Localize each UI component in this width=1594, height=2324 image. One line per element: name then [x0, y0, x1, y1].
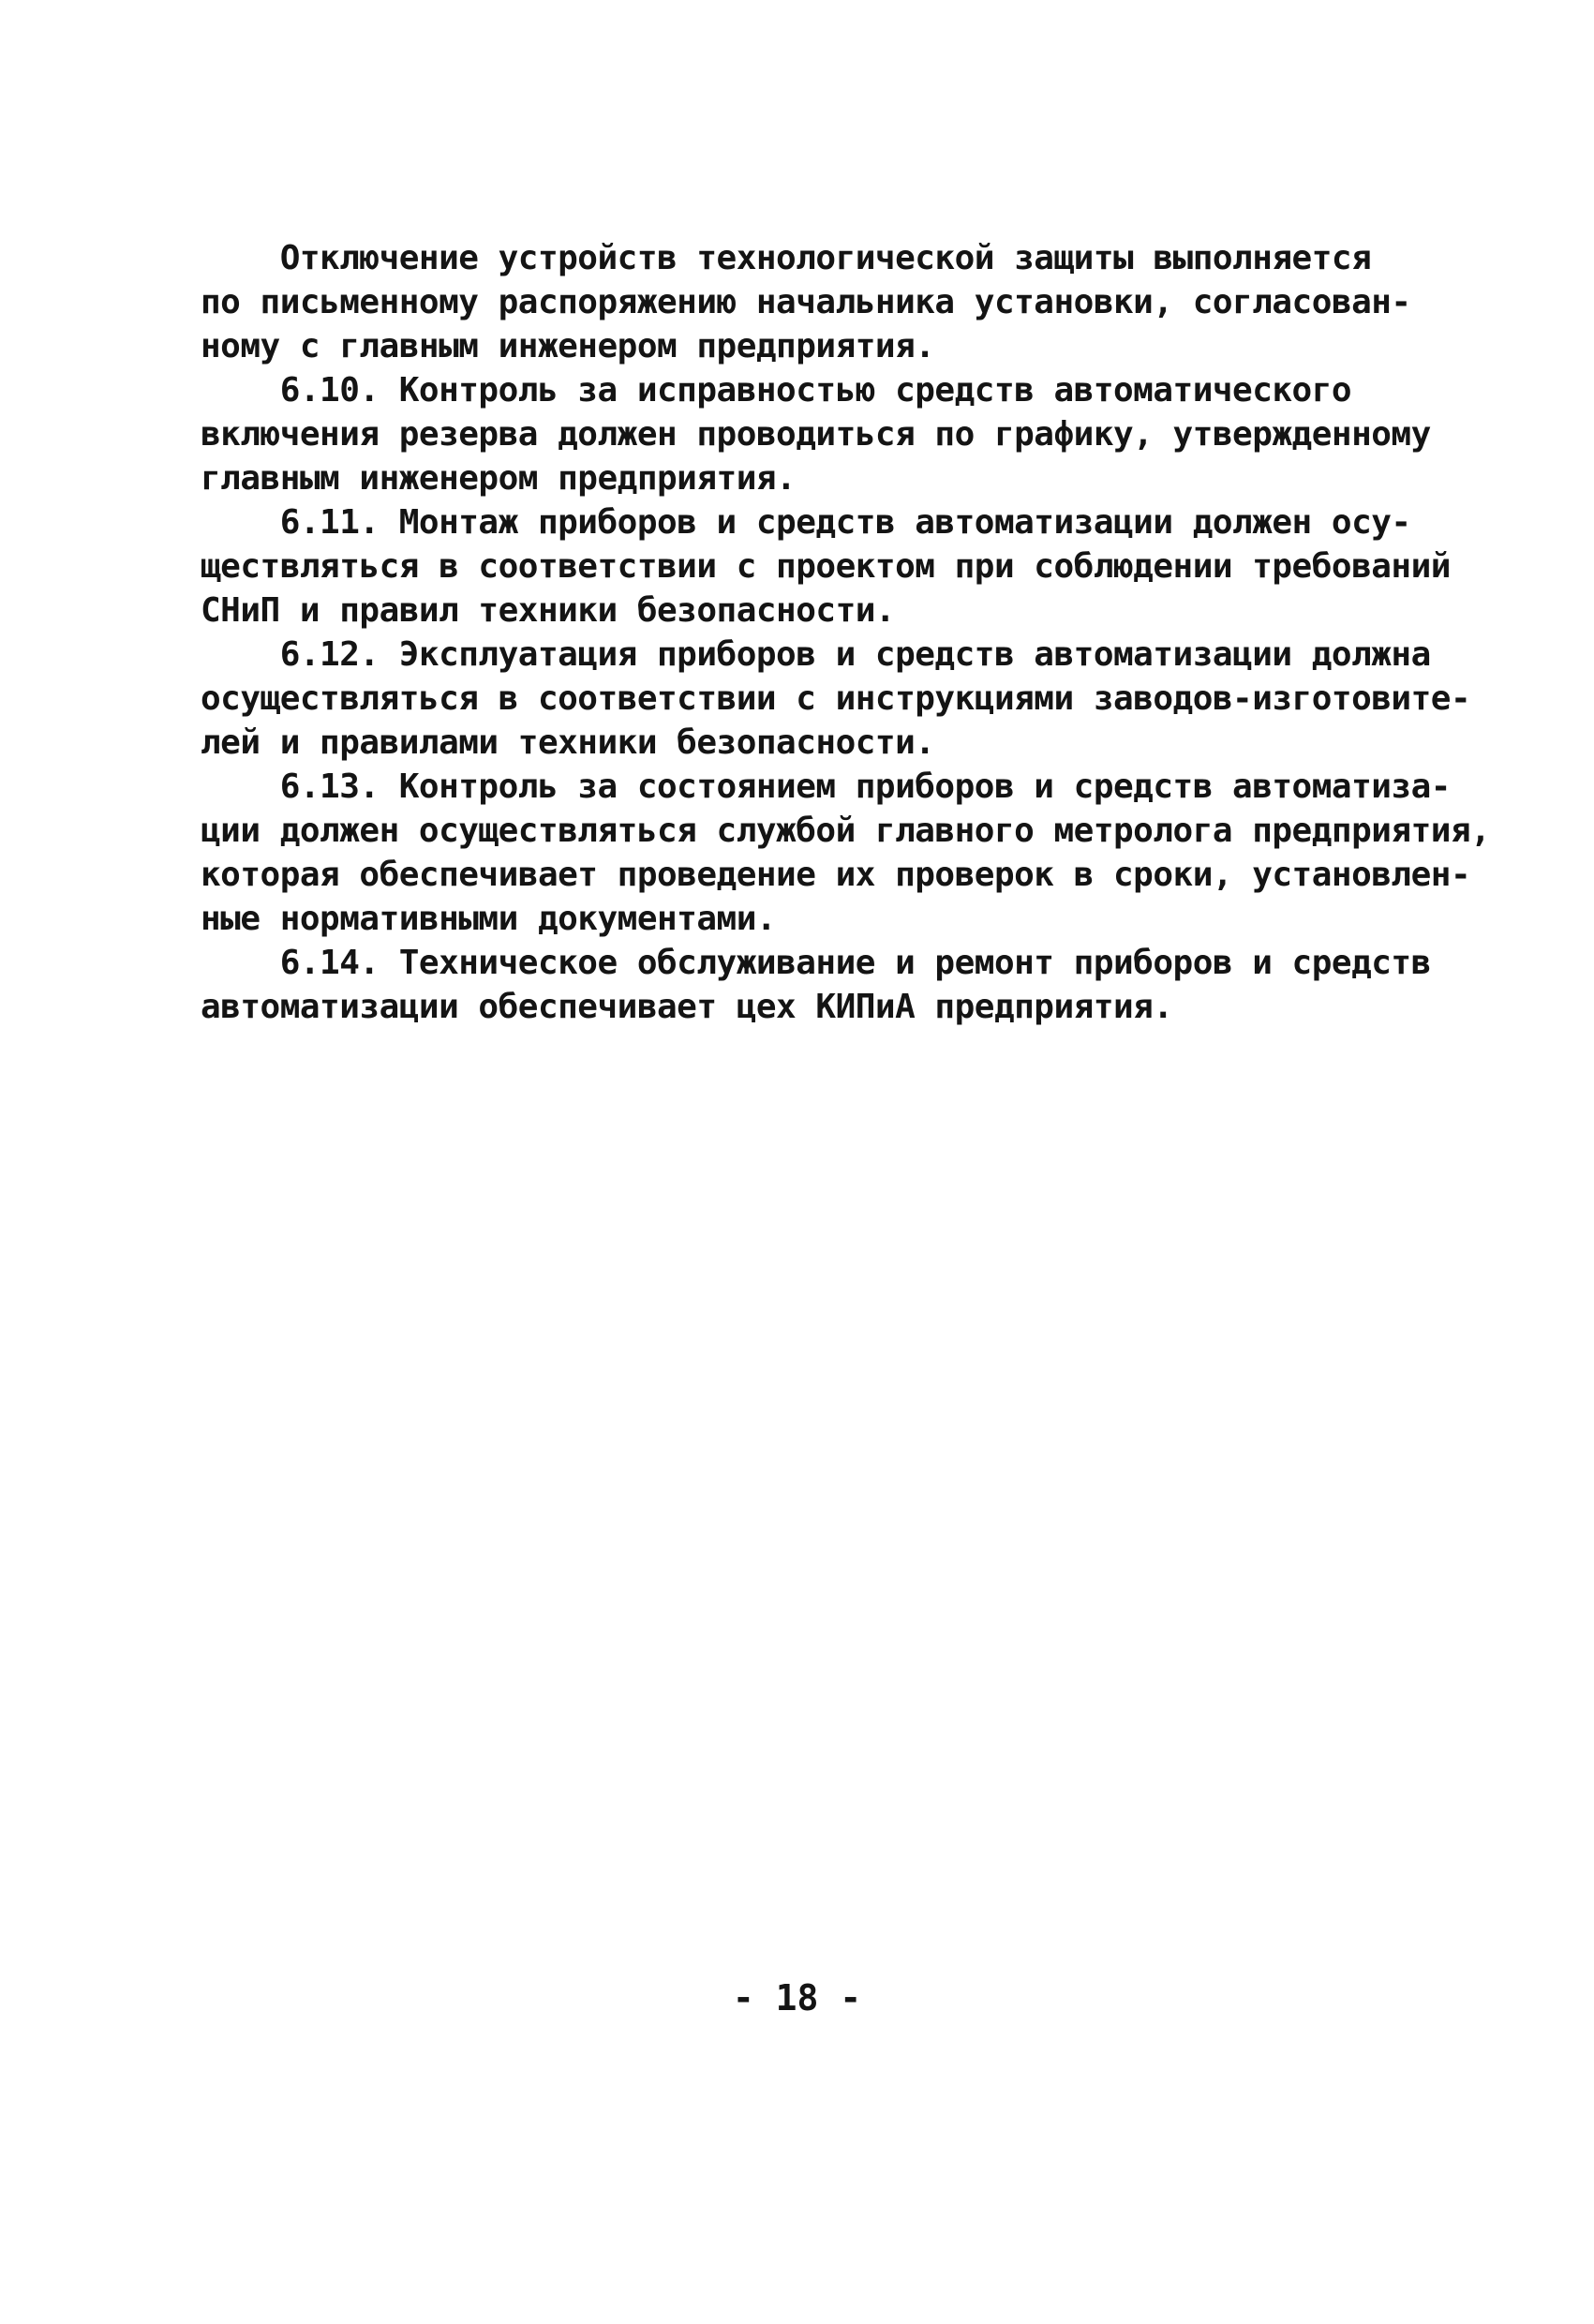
text-line: 6.14. Техническое обслуживание и ремонт приборов и средств — [201, 944, 1431, 982]
text-line: осуществляться в соответствии с инструкциями заводов-изготовите- — [201, 679, 1471, 718]
text-line: главным инженером предприятия. — [201, 459, 797, 498]
text-line: включения резерва должен проводиться по графику, утвержденному — [201, 415, 1431, 454]
page-number: - 18 - — [732, 1977, 862, 2019]
text-line: 6.10. Контроль за исправностью средств автоматического — [201, 371, 1352, 410]
text-line: которая обеспечивает проведение их проверок в сроки, установлен- — [201, 856, 1471, 894]
text-line: ному с главным инженером предприятия. — [201, 327, 935, 365]
text-line: СНиП и правил техники безопасности. — [201, 591, 896, 630]
text-line: 6.12. Эксплуатация приборов и средств автоматизации должна — [201, 635, 1431, 674]
text-line: ные нормативными документами. — [201, 900, 777, 938]
text-line: 6.11. Монтаж приборов и средств автоматизации должен осу- — [201, 503, 1411, 542]
text-line: Отключение устройств технологической защиты выполняется — [201, 239, 1372, 277]
body-text — [201, 236, 1491, 1029]
text-line: автоматизации обеспечивает цех КИПиА предприятия. — [201, 988, 1173, 1026]
text-line: 6.13. Контроль за состоянием приборов и средств автоматиза- — [201, 767, 1451, 806]
text-line: ции должен осуществляться службой главного метролога предприятия, — [201, 812, 1491, 850]
text-line: ществляться в соответствии с проектом при соблюдении требований — [201, 547, 1451, 586]
text-line: по письменному распоряжению начальника установки, согласован- — [201, 283, 1411, 321]
text-line: лей и правилами техники безопасности. — [201, 723, 935, 762]
